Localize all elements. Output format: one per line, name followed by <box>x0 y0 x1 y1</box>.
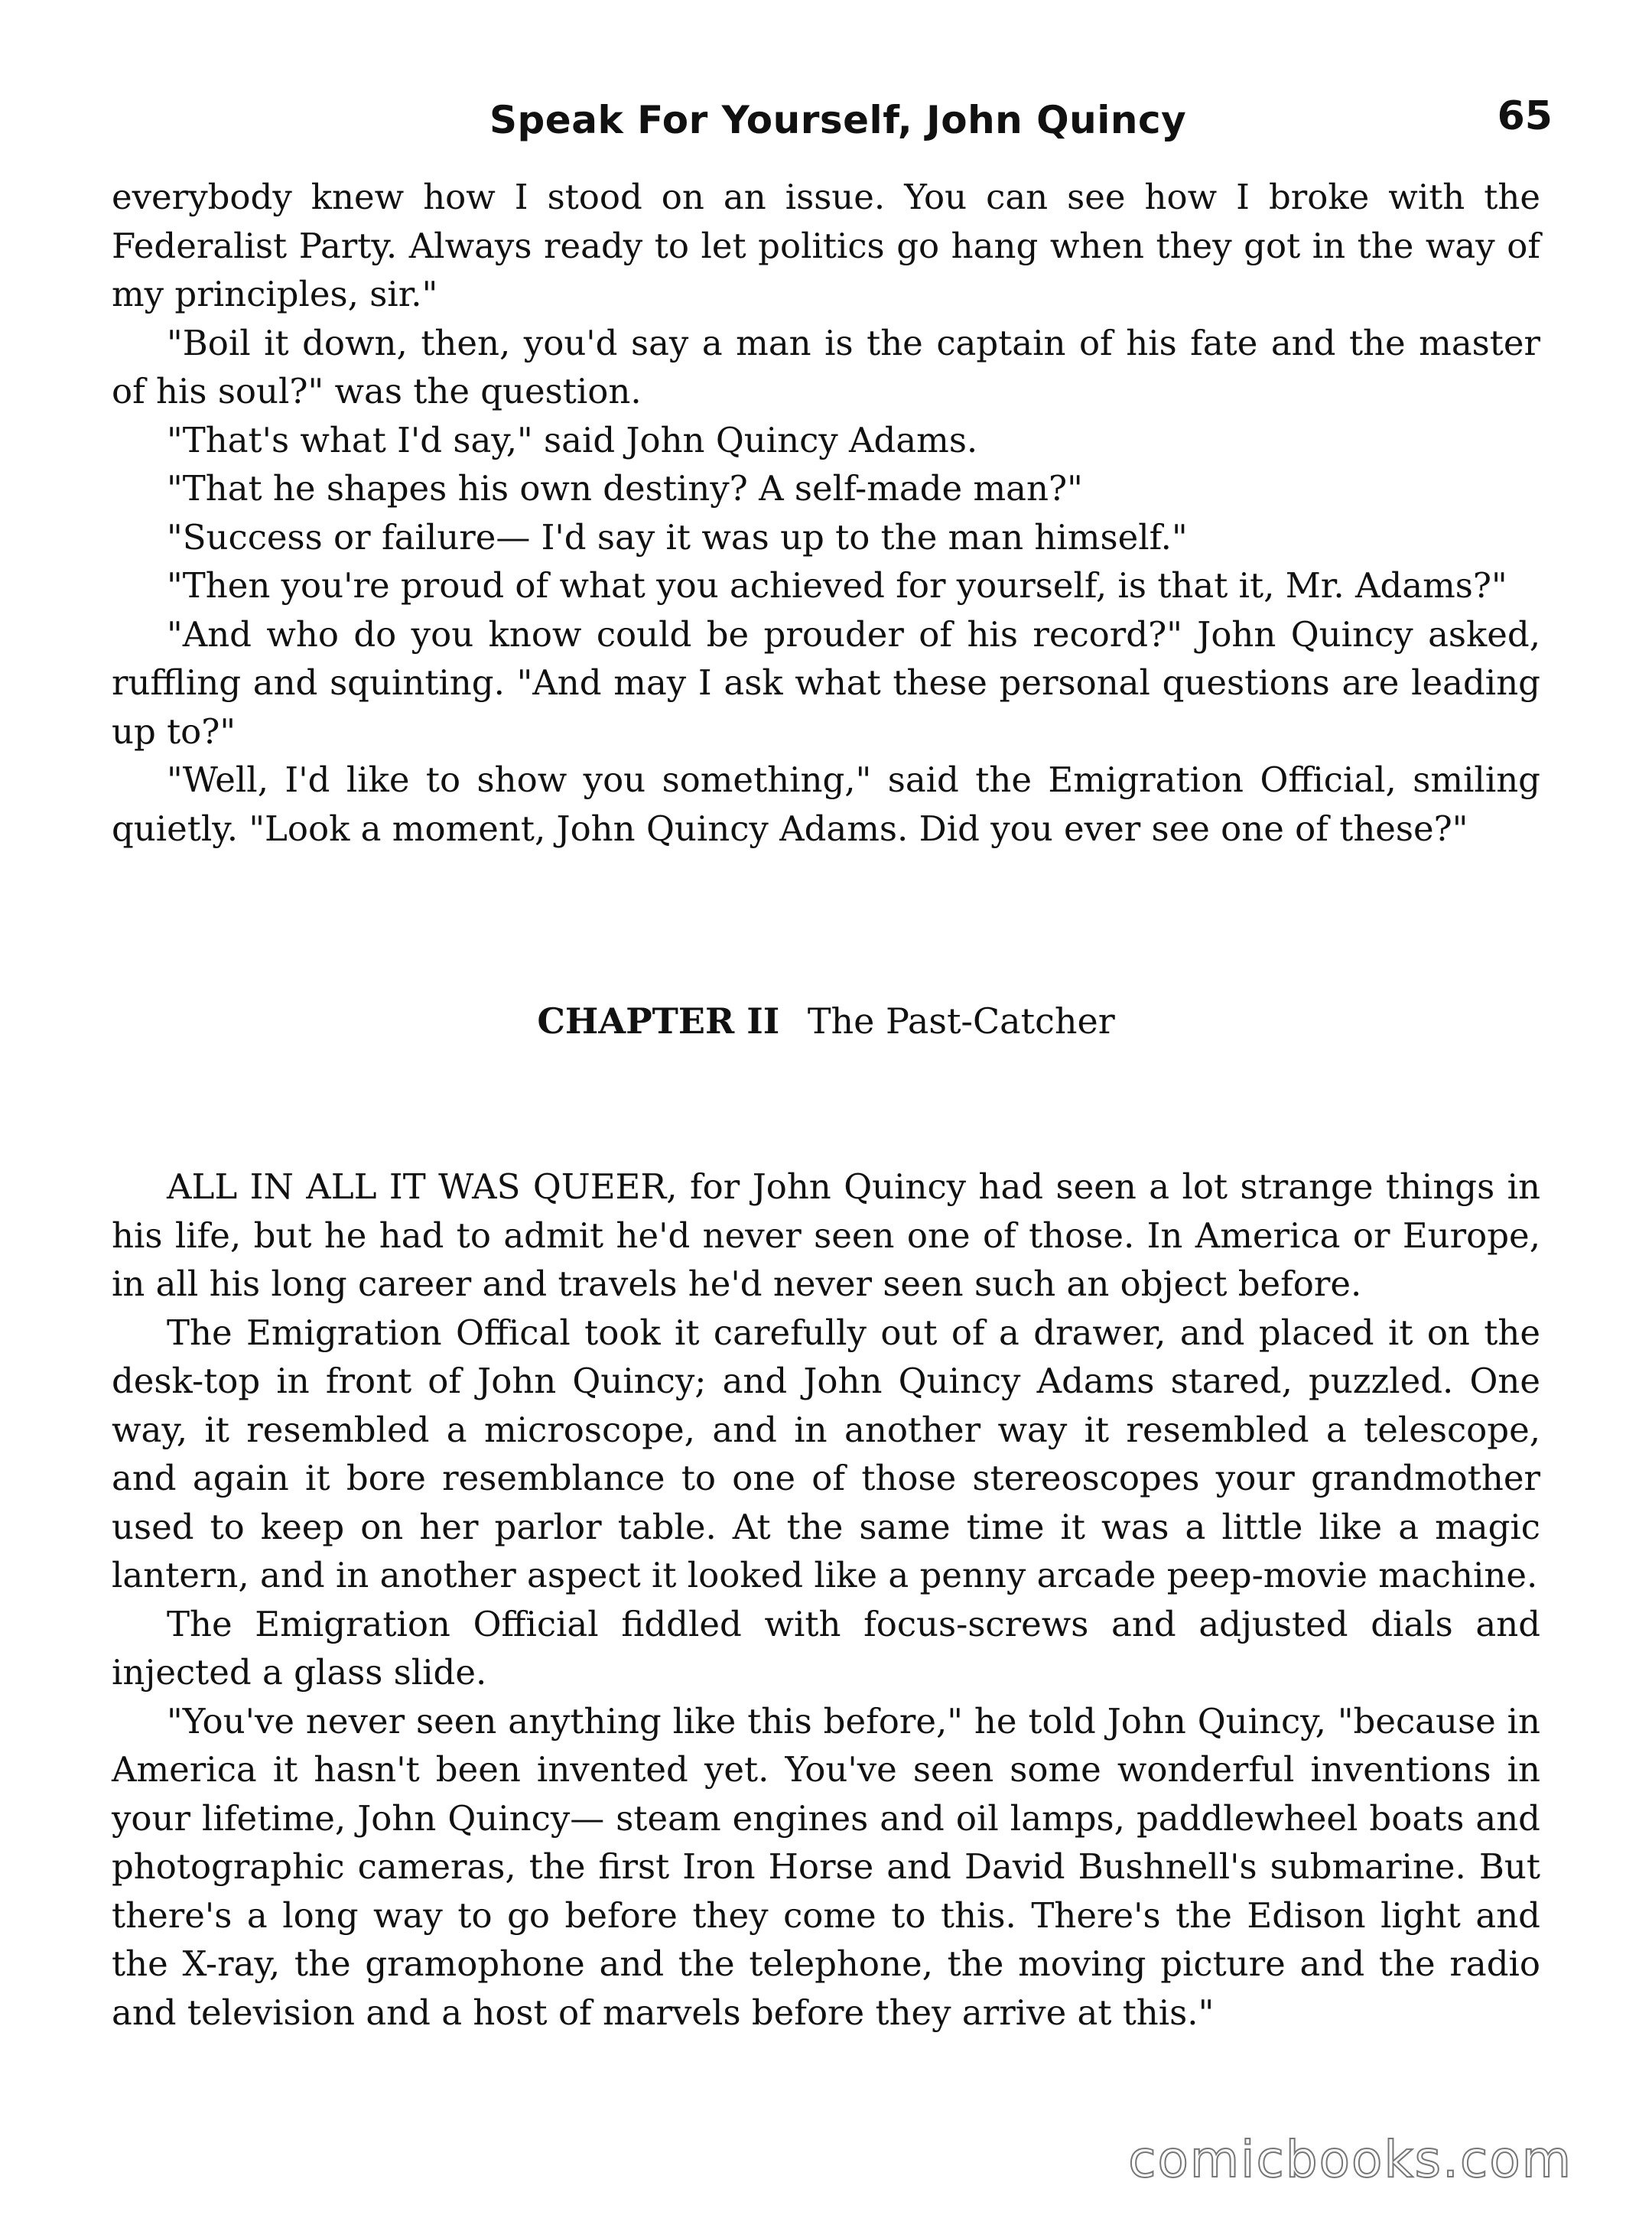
paragraph: "Boil it down, then, you'd say a man is the captain of his fate and the master of his soul?" was the question. <box>112 322 1540 411</box>
paragraph: "And who do you know could be prouder of his record?" John Quincy asked, ruffling and squinting. "And may I ask what these personal questions are leading up to?" <box>112 613 1540 752</box>
paragraph: "Well, I'd like to show you something," said the Emigration Official, smiling quietly. "Look a moment, John Quincy Adams. Did you ever see one of these?" <box>112 759 1540 849</box>
running-title: Speak For Yourself, John Quincy <box>489 98 1187 142</box>
paragraph: The Emigration Official fiddled with focus-screws and adjusted dials and injected a glass slide. <box>112 1603 1540 1693</box>
paragraph: "That he shapes his own destiny? A self-made man?" <box>167 468 1083 509</box>
text-block-top <box>112 173 1540 853</box>
text-block-bottom <box>112 1163 1540 2037</box>
paragraph: ALL IN ALL IT WAS QUEER, for John Quincy had seen a lot strange things in his life, but he had to admit he'd never seen one of those. In America or Europe, in all his long career and travels he'd never seen such an object before. <box>112 1166 1540 1304</box>
chapter-heading <box>0 1000 1652 1042</box>
chapter-title: The Past-Catcher <box>807 1000 1115 1042</box>
paragraph: "That's what I'd say," said John Quincy Adams. <box>167 419 978 460</box>
paragraph: "You've never seen anything like this before," he told John Quincy, "because in America it hasn't been invented yet. You've seen some wonderful inventions in your lifetime, John Quincy— steam engines and oil lamps, paddlewheel boats and photographic cameras, the first Iron Horse and David Bushnell's submarine. But there's a long way to go before they come to this. There's the Edison light and the X-ray, the gramophone and the telephone, the moving picture and the radio and television and a host of marvels before they arrive at this." <box>112 1700 1540 2033</box>
watermark-logo: comicbooks.com <box>1128 2130 1572 2189</box>
page-number: 65 <box>1497 93 1553 139</box>
paragraph: "Then you're proud of what you achieved for yourself, is that it, Mr. Adams?" <box>167 565 1507 606</box>
paragraph: everybody knew how I stood on an issue. You can see how I broke with the Federalist Party. Always ready to let politics go hang when they got in the way of my principles, sir." <box>112 177 1540 314</box>
paragraph: The Emigration Offical took it carefully out of a drawer, and placed it on the desk-top in front of John Quincy; and John Quincy Adams stared, puzzled. One way, it resembled a microscope, and in another way it resembled a telescope, and again it bore resemblance to one of those stereoscopes your grandmother used to keep on her parlor table. At the same time it was a little like a magic lantern, and in another aspect it looked like a penny arcade peep-movie machine. <box>112 1312 1540 1595</box>
paragraph: "Success or failure— I'd say it was up to the man himself." <box>167 516 1188 558</box>
chapter-number: CHAPTER II <box>537 1000 780 1042</box>
